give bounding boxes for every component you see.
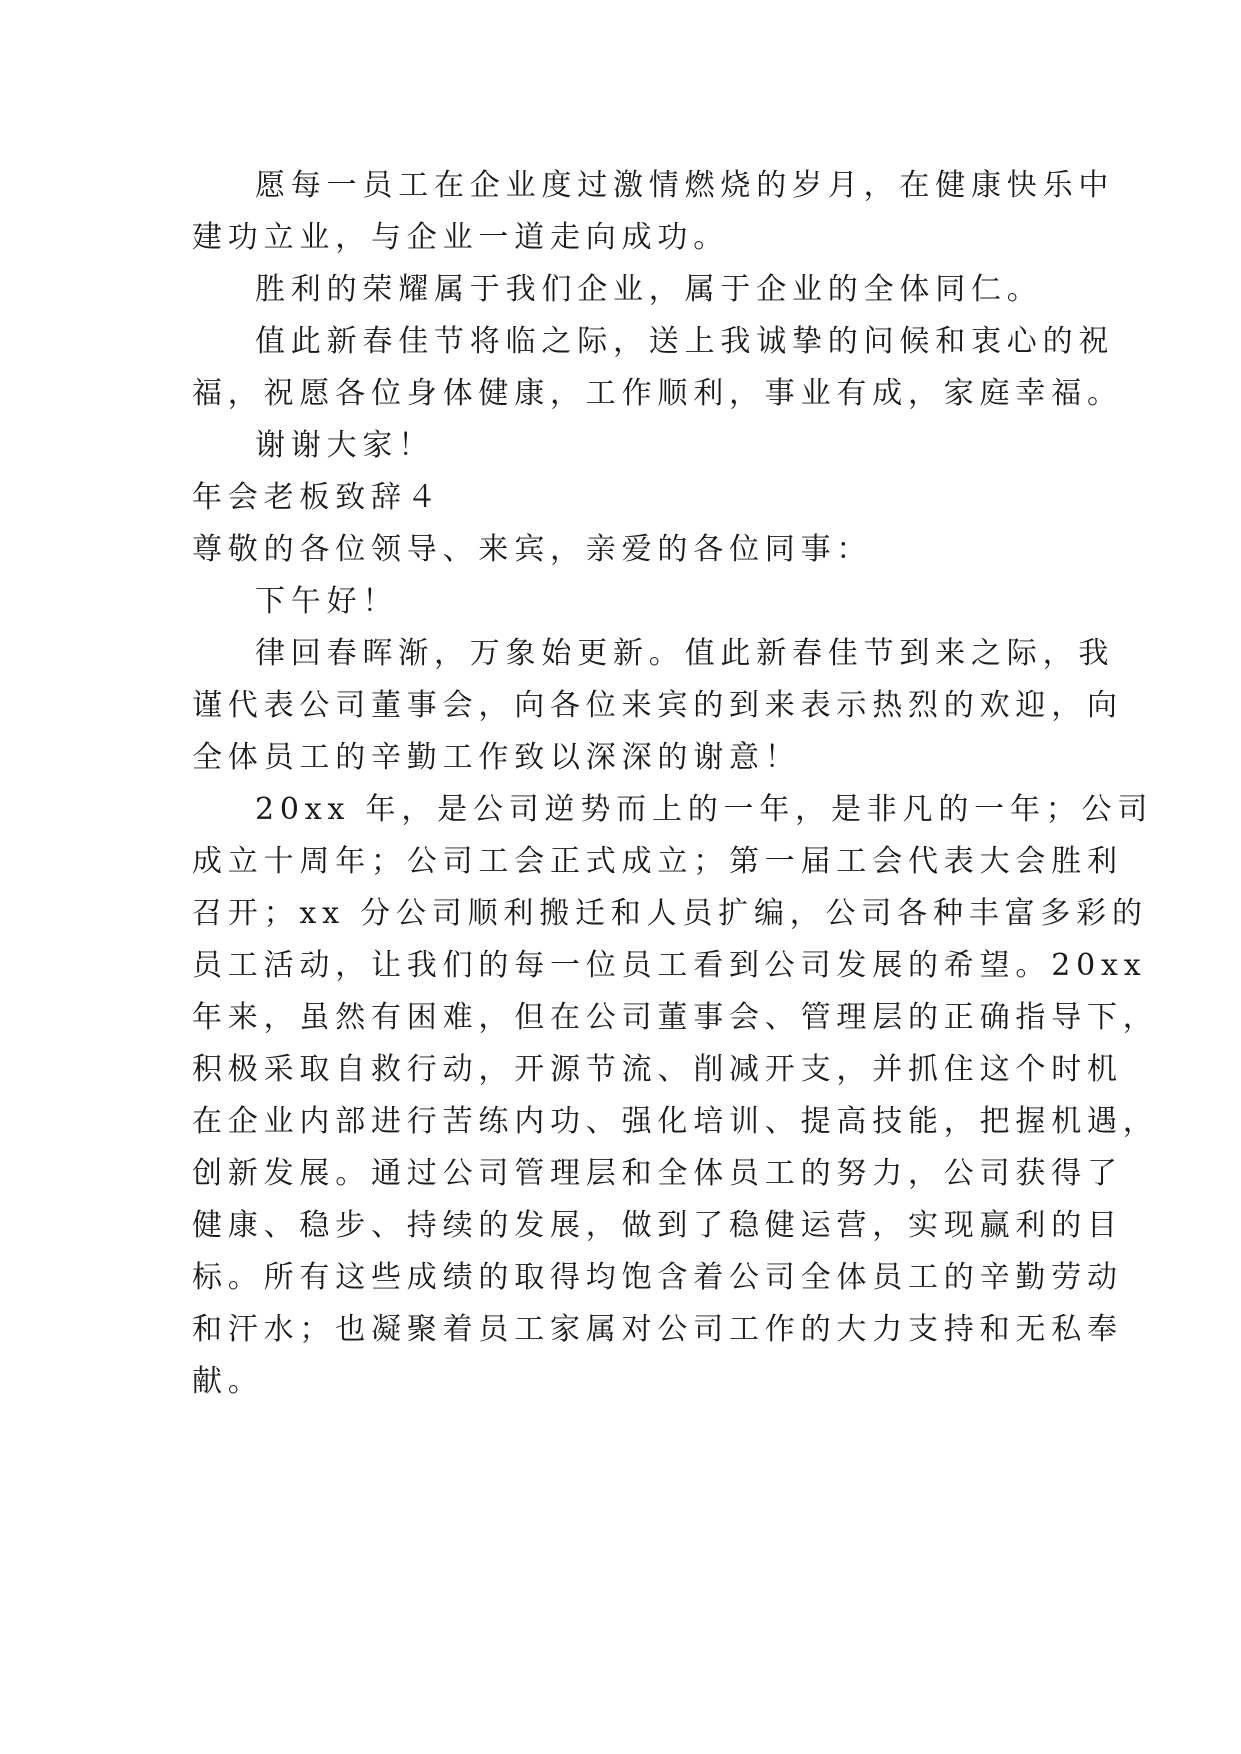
paragraph-line: 健康、稳步、持续的发展，做到了稳健运营，实现赢利的目 — [192, 1208, 1123, 1243]
paragraph-line: 和汗水；也凝聚着员工家属对公司工作的大力支持和无私奉 — [192, 1312, 1123, 1347]
paragraph-line: 成立十周年；公司工会正式成立；第一届工会代表大会胜利 — [192, 844, 1123, 879]
paragraph-line: 献。 — [192, 1364, 264, 1399]
paragraph-line: 值此新春佳节将临之际，送上我诚挚的问候和衷心的祝 — [255, 324, 1115, 359]
paragraph-line: 20xx 年，是公司逆势而上的一年，是非凡的一年；公司 — [255, 792, 1154, 827]
paragraph-line: 在企业内部进行苦练内功、强化培训、提高技能，把握机遇， — [192, 1104, 1159, 1139]
document-body — [192, 160, 1159, 1408]
paragraph-line: 召开；xx 分公司顺利搬迁和人员扩编，公司各种丰富多彩的 — [192, 896, 1148, 931]
paragraph-line: 律回春晖渐，万象始更新。值此新春佳节到来之际，我 — [255, 636, 1115, 671]
paragraph-line: 谨代表公司董事会，向各位来宾的到来表示热烈的欢迎，向 — [192, 688, 1123, 723]
paragraph-line: 建功立业，与企业一道走向成功。 — [192, 220, 729, 255]
greeting: 下午好！ — [255, 584, 399, 619]
paragraph-line: 积极采取自救行动，开源节流、削减开支，并抓住这个时机 — [192, 1052, 1123, 1087]
paragraph-line: 年来，虽然有困难，但在公司董事会、管理层的正确指导下， — [192, 1000, 1159, 1035]
closing-thanks: 谢谢大家！ — [255, 428, 434, 463]
salutation: 尊敬的各位领导、来宾，亲爱的各位同事： — [192, 532, 873, 567]
paragraph-line: 福，祝愿各位身体健康，工作顺利，事业有成，家庭幸福。 — [192, 376, 1123, 411]
paragraph-line: 标。所有这些成绩的取得均饱含着公司全体员工的辛勤劳动 — [192, 1260, 1123, 1295]
paragraph-line: 员工活动，让我们的每一位员工看到公司发展的希望。20xx — [192, 948, 1147, 983]
paragraph-line: 胜利的荣耀属于我们企业，属于企业的全体同仁。 — [255, 272, 1043, 307]
paragraph-line: 创新发展。通过公司管理层和全体员工的努力，公司获得了 — [192, 1156, 1123, 1191]
paragraph-line: 全体员工的辛勤工作致以深深的谢意！ — [192, 740, 801, 775]
section-heading: 年会老板致辞４ — [192, 480, 443, 515]
paragraph-line: 愿每一员工在企业度过激情燃烧的岁月，在健康快乐中 — [255, 168, 1115, 203]
